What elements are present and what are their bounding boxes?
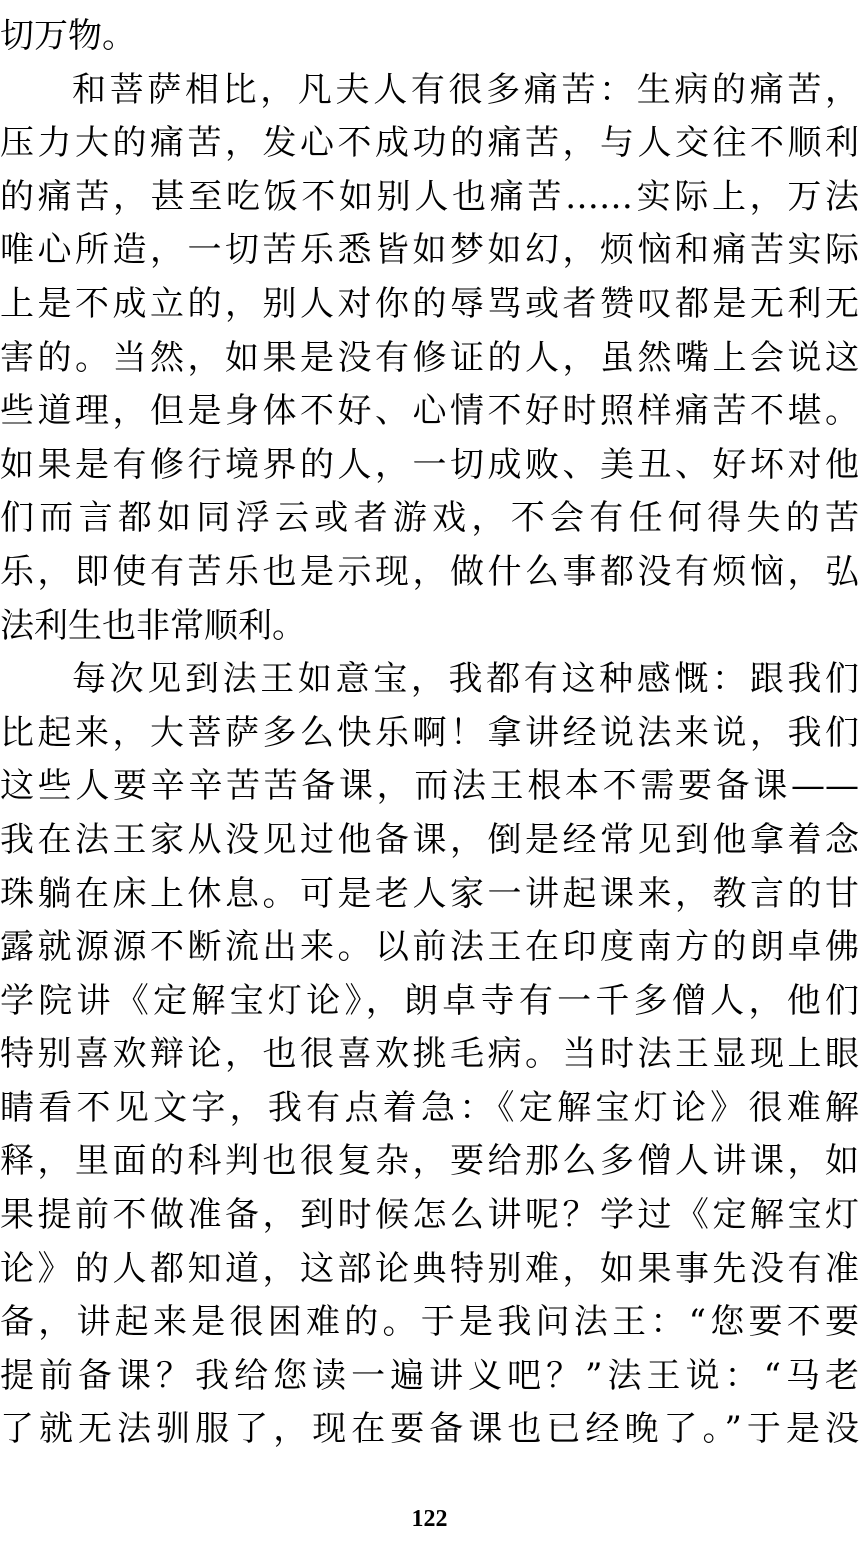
text-line: 珠躺在床上休息。可是老人家一讲起课来，教言的甘 (0, 873, 859, 914)
text-line: 些道理，但是身体不好、心情不好时照样痛苦不堪。 (0, 391, 859, 432)
text-line: 提前备课？我给您读一遍讲义吧？”法王说：“马老 (0, 1355, 859, 1396)
body-text (0, 10, 859, 1457)
text-line: 这些人要辛辛苦苦备课，而法王根本不需要备课—— (0, 766, 859, 807)
text-line: 唯心所造，一切苦乐悉皆如梦如幻，烦恼和痛苦实际 (0, 230, 859, 271)
text-line: 释，里面的科判也很复杂，要给那么多僧人讲课，如 (0, 1141, 859, 1182)
text-line: 果提前不做准备，到时候怎么讲呢？学过《定解宝灯 (0, 1195, 859, 1236)
text-line: 如果是有修行境界的人，一切成败、美丑、好坏对他 (0, 444, 859, 485)
text-line: 学院讲《定解宝灯论》，朗卓寺有一千多僧人，他们 (0, 980, 859, 1021)
text-line: 比起来，大菩萨多么快乐啊！拿讲经说法来说，我们 (0, 712, 859, 753)
text-line: 压力大的痛苦，发心不成功的痛苦，与人交往不顺利 (0, 123, 859, 164)
text-line: 害的。当然，如果是没有修证的人，虽然嘴上会说这 (0, 337, 859, 378)
text-line: 的痛苦，甚至吃饭不如别人也痛苦……实际上，万法 (0, 176, 859, 217)
text-line: 上是不成立的，别人对你的辱骂或者赞叹都是无利无 (0, 283, 859, 324)
text-line: 每次见到法王如意宝，我都有这种感慨：跟我们 (72, 659, 859, 700)
text-line: 我在法王家从没见过他备课，倒是经常见到他拿着念 (0, 819, 859, 860)
text-line: 露就源源不断流出来。以前法王在印度南方的朗卓佛 (0, 927, 859, 968)
text-line: 法利生也非常顺利。 (0, 605, 306, 646)
text-line: 特别喜欢辩论，也很喜欢挑毛病。当时法王显现上眼 (0, 1034, 859, 1075)
text-line: 睛看不见文字，我有点着急：《定解宝灯论》很难解 (0, 1087, 859, 1128)
text-line: 备，讲起来是很困难的。于是我问法王：“您要不要 (0, 1302, 859, 1343)
page-number: 122 (411, 1506, 448, 1532)
text-line: 和菩萨相比，凡夫人有很多痛苦：生病的痛苦， (72, 69, 859, 110)
text-line: 乐，即使有苦乐也是示现，做什么事都没有烦恼，弘 (0, 551, 859, 592)
text-line: 了就无法驯服了，现在要备课也已经晚了。”于是没 (0, 1409, 859, 1450)
text-line: 们而言都如同浮云或者游戏，不会有任何得失的苦 (0, 498, 859, 539)
text-line: 切万物。 (0, 16, 136, 56)
text-line: 论》的人都知道，这部论典特别难，如果事先没有准 (0, 1248, 859, 1289)
